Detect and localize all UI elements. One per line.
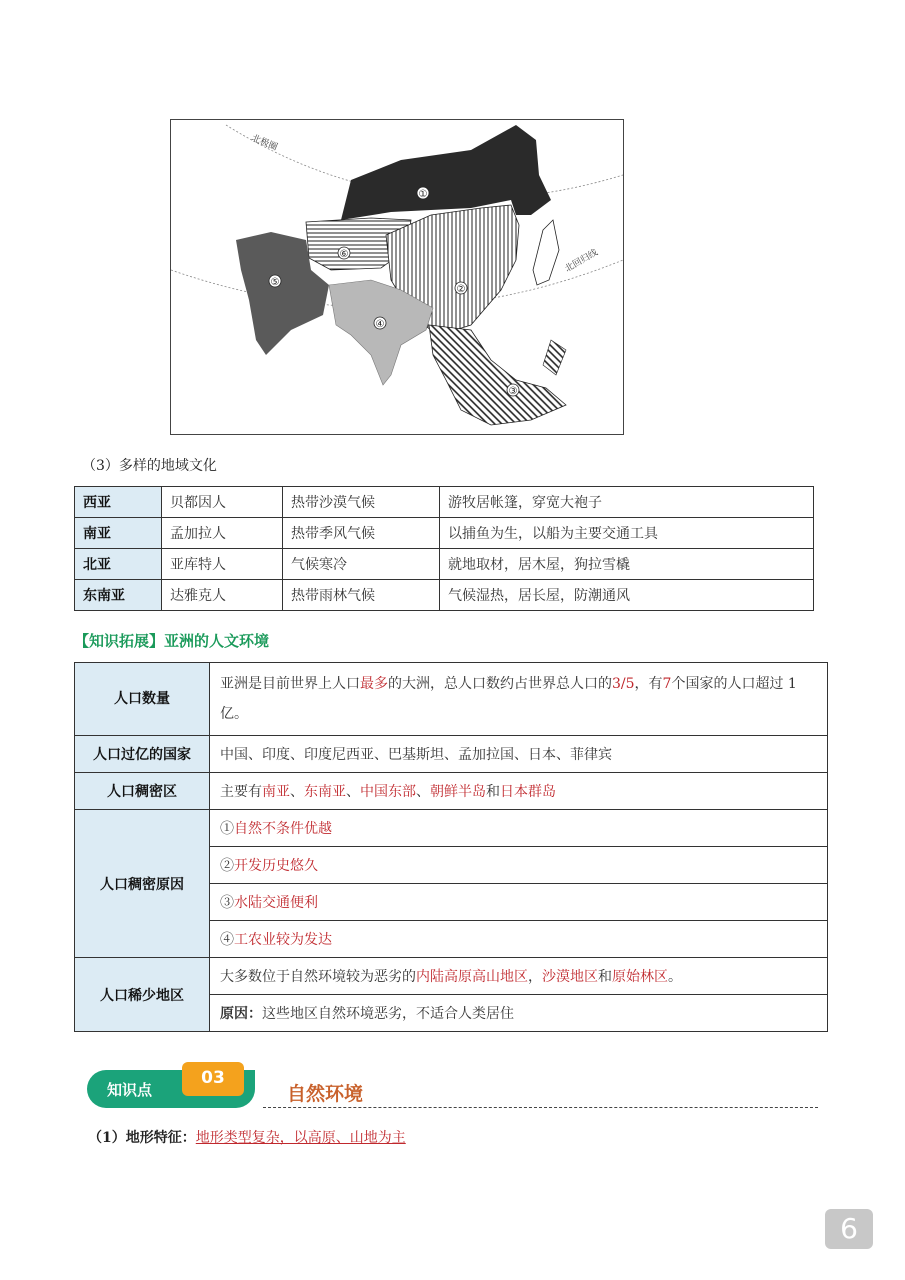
highlight-span: 东南亚 [304, 784, 346, 800]
separator: 、 [514, 747, 528, 763]
people-cell: 亚库特人 [162, 549, 283, 580]
region-marker-5 [269, 275, 281, 288]
region-cell: 北亚 [75, 549, 162, 580]
highlight-span: 原始林区 [612, 969, 668, 985]
text-span: 亚洲是目前世界上人口 [220, 676, 360, 692]
table-row [75, 663, 828, 736]
life-cell: 以捕鱼为生，以船为主要交通工具 [440, 518, 814, 549]
terrain-label: （1）地形特征： [88, 1130, 196, 1146]
badge-label: 知识点 [107, 1081, 153, 1099]
region-cell: 西亚 [75, 487, 162, 518]
reason-item [210, 810, 828, 847]
reason-item [210, 921, 828, 958]
reason-text: 工农业较为发达 [234, 932, 332, 948]
people-cell: 贝都因人 [162, 487, 283, 518]
people-cell: 达雅克人 [162, 580, 283, 611]
text-span: 个国家的人口超过 1 亿。 [220, 676, 797, 722]
climate-cell: 热带沙漠气候 [283, 487, 440, 518]
sparse-label: 人口稀少地区 [75, 958, 210, 1032]
highlight-span: 中国东部 [360, 784, 416, 800]
reasons-label: 人口稠密原因 [75, 810, 210, 958]
region-philippines [543, 340, 566, 375]
dense-label: 人口稠密区 [75, 773, 210, 810]
country-item: 孟加拉国 [458, 747, 514, 763]
section-divider [263, 1107, 818, 1108]
separator: 、 [290, 747, 304, 763]
sparse-reason [210, 995, 828, 1032]
reason-num: ④ [220, 932, 234, 948]
dense-text [210, 773, 828, 810]
population-label: 人口数量 [75, 663, 210, 736]
population-text [210, 663, 828, 736]
region-marker-2 [455, 282, 467, 295]
separator: 、 [556, 747, 570, 763]
life-cell: 就地取材，居木屋，狗拉雪橇 [440, 549, 814, 580]
separator: 、 [346, 784, 360, 800]
region-marker-3 [507, 384, 519, 397]
region-japan [533, 220, 559, 285]
reason-text: 开发历史悠久 [234, 858, 318, 874]
table-row [75, 736, 828, 773]
highlight-span: 日本群岛 [500, 784, 556, 800]
region-marker-6 [338, 247, 350, 260]
extension-title: 【知识拓展】亚洲的人文环境 [74, 632, 270, 650]
table-row [75, 810, 828, 847]
text-span: 。 [668, 969, 682, 985]
separator: 、 [290, 784, 304, 800]
sparse-text [210, 958, 828, 995]
region-north-asia [341, 125, 551, 220]
table-row [75, 580, 814, 611]
reason-item [210, 847, 828, 884]
highlight-span: 南亚 [262, 784, 290, 800]
reason-label: 原因： [220, 1006, 262, 1022]
highlight-span: 沙漠地区 [542, 969, 598, 985]
svg-text:②: ② [456, 284, 466, 295]
reason-item [210, 884, 828, 921]
separator: 、 [444, 747, 458, 763]
terrain-value: 地形类型复杂，以高原、山地为主 [195, 1130, 406, 1146]
text-span: 和 [598, 969, 612, 985]
reason-text: 水陆交通便利 [234, 895, 318, 911]
country-item: 日本 [528, 747, 556, 763]
country-item: 巴基斯坦 [388, 747, 444, 763]
climate-cell: 热带季风气候 [283, 518, 440, 549]
highlight-span: 最多 [360, 676, 388, 692]
separator: 、 [416, 784, 430, 800]
reason-num: ② [220, 858, 234, 874]
svg-text:①: ① [418, 189, 428, 200]
country-item: 印度尼西亚 [304, 747, 374, 763]
region-southeast-asia [429, 325, 566, 425]
tropic-label: 北回归线 [563, 247, 600, 275]
text-span: ，有 [634, 676, 663, 692]
reason-num: ① [220, 821, 234, 837]
table-row [75, 549, 814, 580]
text-span: 主要有 [220, 784, 262, 800]
life-cell: 游牧居帐篷，穿宽大袍子 [440, 487, 814, 518]
arctic-circle-label: 北极圈 [249, 133, 279, 153]
highlight-span: 3/5 [612, 676, 635, 692]
climate-cell: 热带雨林气候 [283, 580, 440, 611]
climate-cell: 气候寒冷 [283, 549, 440, 580]
svg-text:④: ④ [375, 319, 385, 330]
highlight-span: 内陆高原高山地区 [416, 969, 528, 985]
country-item: 中国 [220, 747, 248, 763]
separator: 、 [248, 747, 262, 763]
text-span: 的大洲，总人口数约占世界总人口的 [388, 676, 612, 692]
knowledge-point-badge [87, 1062, 257, 1108]
terrain-feature [88, 1127, 406, 1147]
reason-text: 这些地区自然环境恶劣，不适合人类居住 [262, 1006, 514, 1022]
separator: 、 [374, 747, 388, 763]
life-cell: 气候湿热，居长屋，防潮通风 [440, 580, 814, 611]
culture-table [74, 486, 814, 611]
countries-label: 人口过亿的国家 [75, 736, 210, 773]
asia-region-map [170, 119, 624, 435]
culture-heading: （3）多样的地域文化 [82, 458, 217, 474]
badge-number: 03 [182, 1062, 244, 1096]
table-row [75, 773, 828, 810]
text-span: ， [528, 969, 542, 985]
country-item: 印度 [262, 747, 290, 763]
region-cell: 南亚 [75, 518, 162, 549]
region-marker-4 [374, 317, 386, 330]
svg-text:③: ③ [508, 386, 518, 397]
region-cell: 东南亚 [75, 580, 162, 611]
countries-list [210, 736, 828, 773]
region-marker-1 [417, 187, 429, 200]
country-item: 菲律宾 [570, 747, 612, 763]
people-cell: 孟加拉人 [162, 518, 283, 549]
page-number: 6 [825, 1209, 873, 1249]
svg-text:⑤: ⑤ [270, 277, 280, 288]
table-row [75, 518, 814, 549]
text-span: 大多数位于自然环境较为恶劣的 [220, 969, 416, 985]
table-row [75, 487, 814, 518]
reason-num: ③ [220, 895, 234, 911]
reason-text: 自然不条件优越 [234, 821, 332, 837]
section-title: 自然环境 [287, 1083, 364, 1105]
svg-text:⑥: ⑥ [339, 249, 349, 260]
highlight-span: 7 [662, 676, 672, 692]
human-environment-table [74, 662, 828, 1032]
text-span: 和 [486, 784, 500, 800]
table-row [75, 958, 828, 995]
map-svg [171, 120, 623, 434]
highlight-span: 朝鲜半岛 [430, 784, 486, 800]
